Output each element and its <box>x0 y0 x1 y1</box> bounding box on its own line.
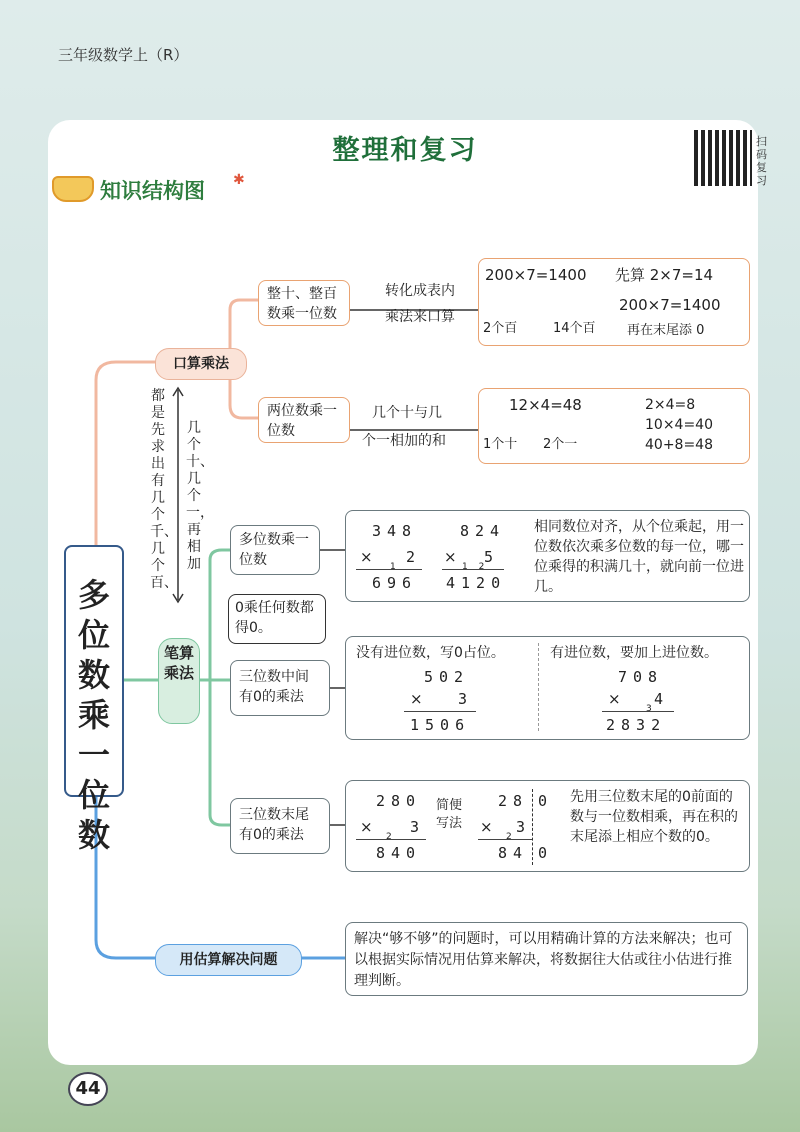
c2-carry: 2 <box>506 832 512 842</box>
calc2-result: 4120 <box>446 574 507 592</box>
main-topic: 多位数乘一位数 <box>64 545 124 797</box>
b-left-top: 502 <box>424 668 470 686</box>
c2-result-zero: 0 <box>538 844 548 862</box>
oral-a-eq3: 200×7=1400 <box>619 296 721 314</box>
c2-mul: 3 <box>516 818 526 836</box>
oral-b-step3: 40+8=48 <box>645 437 713 453</box>
book-header: 三年级数学上（R） <box>58 46 189 64</box>
b-right-top: 708 <box>618 668 664 686</box>
calc1-top: 348 <box>372 522 418 540</box>
c1-carry: 2 <box>386 832 392 842</box>
times-sign: × <box>360 818 373 836</box>
written-c-label: 三位数末尾有0的乘法 <box>230 798 330 854</box>
oral-a-hint3: 再在末尾添 0 <box>627 323 705 338</box>
times-sign: × <box>480 818 493 836</box>
oral-b-label: 两位数乘一位数 <box>258 397 350 443</box>
times-sign: × <box>608 690 621 708</box>
vertical-note-right: 几个十、几个一，再相加 <box>186 420 214 572</box>
shortcut-label: 简便写法 <box>436 798 463 831</box>
b-right-result: 2832 <box>606 716 667 734</box>
written-b-label: 三位数中间有0的乘法 <box>230 660 330 716</box>
written-b-box <box>345 636 750 740</box>
star-icon: ✱ <box>233 172 245 188</box>
qr-label: 扫码复习 <box>756 135 767 187</box>
oral-b-step1: 2×4=8 <box>645 397 696 413</box>
b-right-mul: 4 <box>654 690 664 708</box>
b-right-carry: 3 <box>646 704 652 714</box>
calc2-mul: 5 <box>484 548 494 566</box>
written-c-rule: 先用三位数末尾的0前面的数与一位数相乘，再在积的末尾添上相应个数的0。 <box>570 789 738 845</box>
section-title: 知识结构图 <box>100 179 205 203</box>
times-sign: × <box>410 690 423 708</box>
calc2-carry: 1 2 <box>462 562 489 572</box>
oral-b-note-1: 几个十与几 <box>372 405 442 421</box>
written-b-left-title: 没有进位数，写0占位。 <box>356 645 505 661</box>
oral-b-hint1: 1个十 <box>483 437 518 452</box>
times-sign: × <box>360 548 373 566</box>
page-title: 整理和复习 <box>332 135 478 166</box>
calc1-mul: 2 <box>406 548 416 566</box>
vertical-note-left: 都是先求出有几个千、几个百、 <box>150 388 178 591</box>
branch-written[interactable]: 笔算乘法 <box>158 638 200 724</box>
calc1-result: 696 <box>372 574 418 592</box>
oral-a-label: 整十、整百数乘一位数 <box>258 280 350 326</box>
c1-top: 280 <box>376 792 422 810</box>
written-a-label: 多位数乘一位数 <box>230 525 320 575</box>
times-sign: × <box>444 548 457 566</box>
oral-b-hint2: 2个一 <box>543 437 578 452</box>
written-a-rule: 相同数位对齐，从个位乘起，用一位数依次乘多位数的每一位，哪一位乘得的积满几十，就向前一位进几。 <box>534 519 744 595</box>
oral-a-box <box>478 258 750 346</box>
c2-top-zero: 0 <box>538 792 548 810</box>
branch-oral[interactable]: 口算乘法 <box>155 348 247 380</box>
branch-estimate[interactable]: 用估算解决问题 <box>155 944 302 976</box>
oral-b-eq1: 12×4=48 <box>509 396 582 414</box>
oral-b-note-2: 个一相加的和 <box>362 433 446 449</box>
calc1-carry: 1 <box>390 562 396 572</box>
c2-result: 84 <box>498 844 529 862</box>
oral-a-note-2: 乘法来口算 <box>385 309 455 325</box>
zero-rule-bubble: 0乘任何数都得0。 <box>228 594 326 644</box>
written-c-box <box>345 780 750 872</box>
oral-a-hint2: 14个百 <box>553 321 596 336</box>
written-b-right-title: 有进位数，要加上进位数。 <box>550 645 718 661</box>
oral-a-eq1: 200×7=1400 <box>485 266 587 284</box>
oral-b-step2: 10×4=40 <box>645 417 713 433</box>
c2-top: 28 <box>498 792 529 810</box>
oral-a-note-1: 转化成表内 <box>385 283 455 299</box>
oral-a-hint1: 2个百 <box>483 321 518 336</box>
oral-b-box <box>478 388 750 464</box>
c1-result: 840 <box>376 844 422 862</box>
c1-mul: 3 <box>410 818 420 836</box>
oral-a-eq2: 先算 2×7=14 <box>615 266 714 284</box>
written-a-box <box>345 510 750 602</box>
calc2-top: 824 <box>460 522 506 540</box>
page-number: 44 <box>68 1072 108 1106</box>
b-left-result: 1506 <box>410 716 471 734</box>
estimate-rule: 解决“够不够”的问题时，可以用精确计算的方法来解决；也可以根据实际情况用估算来解决，将数据往大估或往小估进行推理判断。 <box>345 922 748 996</box>
b-left-mul: 3 <box>458 690 468 708</box>
